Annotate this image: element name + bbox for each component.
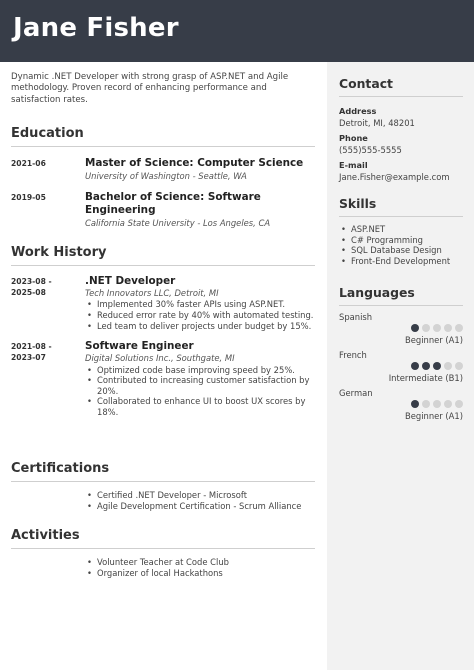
language-row bbox=[339, 350, 463, 384]
work-dates bbox=[11, 341, 73, 363]
work-bullets bbox=[85, 299, 315, 331]
work-entry bbox=[11, 340, 315, 417]
work-date-to: 2023-07 bbox=[11, 353, 46, 363]
main-column bbox=[11, 72, 315, 578]
education-divider bbox=[11, 146, 315, 147]
work-company: Digital Solutions Inc., Southgate, MI bbox=[85, 353, 235, 364]
work-bullet: • Implemented 30% faster APIs using ASP.NET. bbox=[85, 299, 315, 310]
languages-heading: Languages bbox=[339, 285, 415, 300]
email-value: Jane.Fisher@example.com bbox=[339, 172, 450, 182]
rating-dot bbox=[433, 362, 441, 370]
skill-item: • ASP.NET bbox=[339, 224, 463, 235]
work-dates bbox=[11, 276, 73, 298]
rating-dot bbox=[444, 400, 452, 408]
certifications-divider bbox=[11, 481, 315, 482]
language-rating bbox=[411, 362, 463, 370]
work-bullet: • Optimized code base improving speed by 25%. bbox=[85, 365, 315, 376]
language-name: Spanish bbox=[339, 312, 373, 322]
education-entry bbox=[11, 191, 315, 229]
language-rating bbox=[411, 324, 463, 332]
work-date-to: 2025-08 bbox=[11, 288, 46, 297]
education-date: 2021-06 bbox=[11, 159, 46, 168]
work-bullets bbox=[85, 365, 315, 418]
candidate-name: Jane Fisher bbox=[13, 13, 179, 43]
activities-section bbox=[11, 527, 315, 578]
languages-list bbox=[339, 312, 463, 452]
email-label: E-mail bbox=[339, 160, 368, 170]
activities-heading: Activities bbox=[11, 528, 80, 543]
rating-dot bbox=[433, 324, 441, 332]
skill-item: • SQL Database Design bbox=[339, 245, 463, 256]
skills-section bbox=[339, 195, 463, 266]
work-bullet: • Collaborated to enhance UI to boost UX scores by 18%. bbox=[85, 396, 315, 417]
rating-dot bbox=[455, 362, 463, 370]
address-value: Detroit, MI, 48201 bbox=[339, 118, 415, 128]
certification-item: • Agile Development Certification - Scrum Alliance bbox=[85, 501, 315, 512]
skill-item: • C# Programming bbox=[339, 235, 463, 246]
work-history-heading: Work History bbox=[11, 245, 107, 260]
language-level: Beginner (A1) bbox=[404, 335, 463, 345]
rating-dot bbox=[444, 324, 452, 332]
languages-section bbox=[339, 284, 463, 452]
rating-dot bbox=[411, 400, 419, 408]
certifications-list bbox=[85, 490, 315, 511]
languages-divider bbox=[339, 305, 463, 306]
language-level: Beginner (A1) bbox=[404, 411, 463, 421]
work-bullet: • Led team to deliver projects under budget by 15%. bbox=[85, 321, 315, 332]
certifications-section bbox=[11, 460, 315, 511]
education-date: 2019-05 bbox=[11, 193, 46, 203]
skill-item: • Front-End Development bbox=[339, 256, 463, 267]
work-date-from: 2023-08 - bbox=[11, 277, 52, 286]
skills-divider bbox=[339, 216, 463, 217]
education-section bbox=[11, 125, 315, 230]
language-name: French bbox=[339, 350, 367, 360]
work-bullet: • Reduced error rate by 40% with automated testing. bbox=[85, 310, 315, 321]
rating-dot bbox=[422, 362, 430, 370]
certification-item: • Certified .NET Developer - Microsoft bbox=[85, 490, 315, 501]
certifications-heading: Certifications bbox=[11, 461, 110, 476]
address-label: Address bbox=[339, 106, 377, 116]
rating-dot bbox=[411, 362, 419, 370]
rating-dot bbox=[455, 400, 463, 408]
contact-divider bbox=[339, 96, 463, 97]
rating-dot bbox=[433, 400, 441, 408]
phone-label: Phone bbox=[339, 133, 368, 143]
language-name: German bbox=[339, 388, 373, 398]
activities-divider bbox=[11, 548, 315, 549]
education-degree: Bachelor of Science: Software Engineering bbox=[85, 191, 261, 217]
activity-item: • Volunteer Teacher at Code Club bbox=[85, 557, 315, 568]
work-company: Tech Innovators LLC, Detroit, MI bbox=[85, 288, 219, 298]
work-role: Software Engineer bbox=[85, 340, 194, 353]
education-heading: Education bbox=[11, 126, 84, 141]
language-row bbox=[339, 388, 463, 422]
professional-summary: Dynamic .NET Developer with strong grasp of ASP.NET and Agile methodology. Proven record of enhancing performance and satisfaction rates. bbox=[11, 72, 289, 105]
skills-list bbox=[339, 224, 463, 266]
language-rating bbox=[411, 400, 463, 408]
work-bullet: • Contributed to increasing customer satisfaction by 20%. bbox=[85, 375, 315, 396]
activities-list bbox=[85, 557, 315, 578]
work-date-from: 2021-08 - bbox=[11, 342, 52, 352]
phone-value: (555)555-5555 bbox=[339, 145, 402, 155]
language-level: Intermediate (B1) bbox=[388, 373, 463, 383]
skills-heading: Skills bbox=[339, 196, 377, 211]
resume-header bbox=[0, 0, 474, 62]
education-entry bbox=[11, 157, 315, 182]
activity-item: • Organizer of local Hackathons bbox=[85, 568, 315, 579]
work-entry bbox=[11, 275, 315, 331]
education-school: California State University - Los Angeles, CA bbox=[85, 218, 271, 229]
work-role: .NET Developer bbox=[85, 275, 176, 287]
rating-dot bbox=[411, 324, 419, 332]
education-degree: Master of Science: Computer Science bbox=[85, 157, 304, 169]
work-history-divider bbox=[11, 265, 315, 266]
education-school: University of Washington - Seattle, WA bbox=[85, 171, 247, 181]
rating-dot bbox=[422, 400, 430, 408]
rating-dot bbox=[455, 324, 463, 332]
rating-dot bbox=[444, 362, 452, 370]
contact-section bbox=[339, 75, 463, 183]
work-history-section bbox=[11, 244, 315, 418]
language-row bbox=[339, 312, 463, 346]
rating-dot bbox=[422, 324, 430, 332]
contact-heading: Contact bbox=[339, 76, 393, 91]
